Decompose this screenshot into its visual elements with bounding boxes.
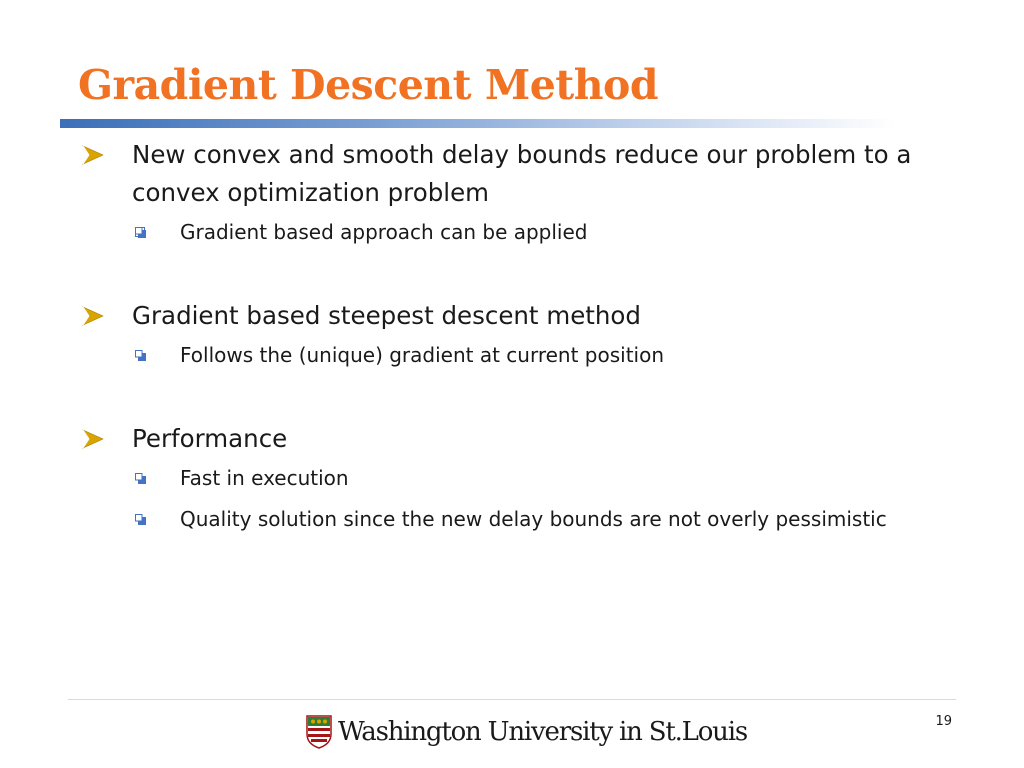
arrow-bullet-icon (82, 306, 104, 326)
university-logo (306, 712, 747, 752)
sub-bullet-item (80, 462, 960, 495)
sub-bullet-text: Quality solution since the new delay bounds are not overly pessimistic (180, 507, 887, 531)
bullet-text: Gradient based steepest descent method (132, 301, 641, 330)
sub-bullet-text: Follows the (unique) gradient at current position (180, 343, 665, 367)
bullet-item (80, 297, 960, 335)
slide-title: Gradient Descent Method (78, 61, 659, 109)
sub-bullet-item (80, 339, 960, 372)
university-shield-icon (306, 715, 332, 749)
square-bullet-icon (135, 514, 146, 525)
square-bullet-icon (135, 227, 146, 238)
sub-bullet-text: Fast in execution (180, 466, 349, 490)
bullet-item (80, 136, 960, 212)
footer-divider (68, 699, 956, 700)
university-name: Washington University in St.Louis (338, 717, 747, 747)
page-number: 19 (935, 714, 952, 729)
bullet-item (80, 420, 960, 458)
square-bullet-icon (135, 473, 146, 484)
arrow-bullet-icon (82, 145, 104, 165)
sub-bullet-item (80, 216, 960, 249)
square-bullet-icon (135, 350, 146, 361)
bullet-text: New convex and smooth delay bounds reduce our problem to a convex optimization problem (132, 140, 912, 207)
arrow-bullet-icon (82, 429, 104, 449)
title-underline (60, 119, 896, 128)
sub-bullet-text: Gradient based approach can be applied (180, 220, 588, 244)
bullet-text: Performance (132, 424, 288, 453)
bullet-list (80, 136, 960, 536)
sub-bullet-item (80, 503, 940, 536)
